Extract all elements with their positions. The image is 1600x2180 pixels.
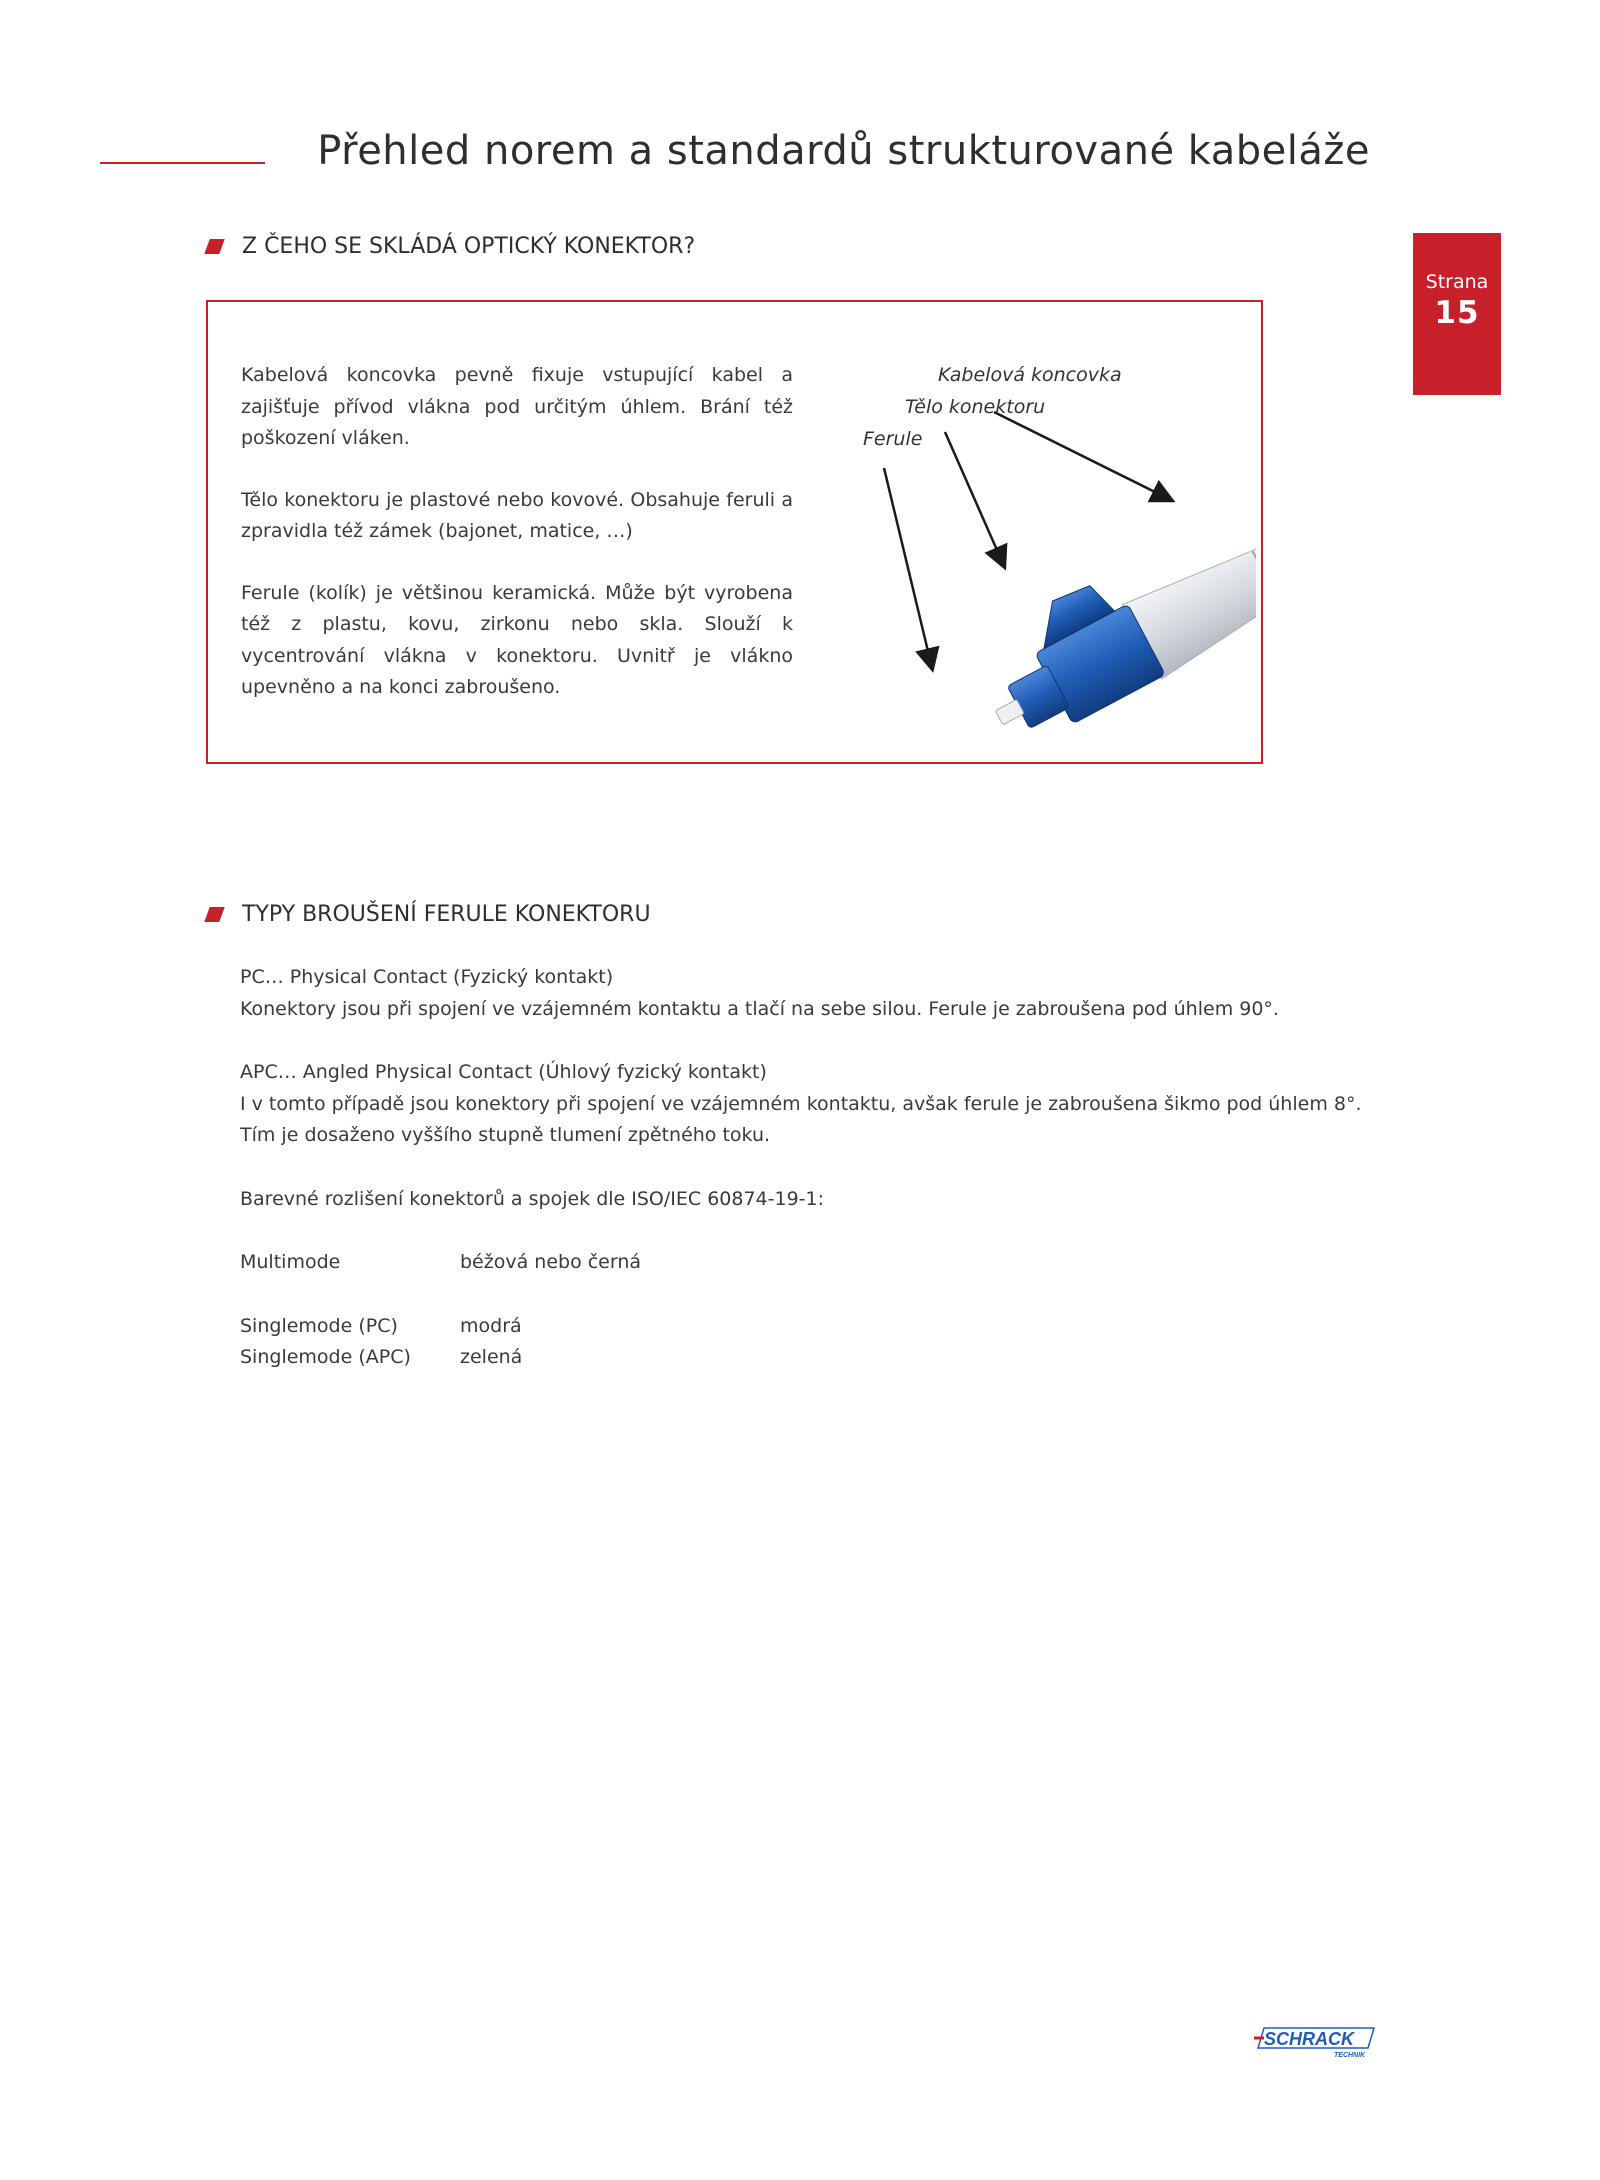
svg-text:SCHRACK: SCHRACK	[1264, 2029, 1354, 2049]
section-bullet-icon	[204, 907, 224, 922]
svg-text:TECHNIK: TECHNIK	[1334, 2052, 1366, 2059]
apc-text-line-2: Tím je dosaženo vyššího stupně tlumení zpětného toku.	[240, 1124, 771, 1147]
section-heading-polish-types	[207, 902, 651, 927]
pc-title: PC… Physical Contact (Fyzický kontakt)	[240, 966, 614, 988]
section-heading-text: Z ČEHO SE SKLÁDÁ OPTICKÝ KONEKTOR?	[242, 234, 696, 259]
callout-arrow-boot	[994, 412, 1171, 500]
mode-cell: Singlemode (APC)	[240, 1346, 411, 1369]
color-coding-intro: Barevné rozlišení konektorů a spojek dle ISO/IEC 60874-19-1:	[240, 1187, 825, 1210]
color-table-row	[240, 1247, 1390, 1279]
connector-drawing	[963, 471, 1256, 752]
section-heading-connector-parts	[207, 234, 695, 259]
paragraph-body: Tělo konektoru je plastové nebo kovové. Obsahuje feruli a zpravidla též zámek (bajonet, matice, …)	[241, 488, 793, 542]
paragraph-boot: Kabelová koncovka pevně fixuje vstupující kabel a zajišťuje přívod vlákna pod určitým úhlem. Brání též poškození vláken.	[241, 364, 793, 449]
page-title: Přehled norem a standardů strukturované kabeláže	[317, 128, 1370, 174]
color-cell: zelená	[460, 1346, 523, 1369]
connector-description	[241, 360, 793, 734]
connector-info-box	[206, 300, 1263, 764]
section-heading-text: TYPY BROUŠENÍ FERULE KONEKTORU	[242, 902, 651, 927]
color-table-row	[240, 1311, 1390, 1343]
schrack-technik-logo	[1250, 2024, 1375, 2060]
header-rule	[100, 162, 265, 164]
page-tab-label: Strana	[1425, 271, 1489, 293]
mode-cell: Multimode	[240, 1251, 341, 1274]
page-number: 15	[1434, 295, 1480, 331]
callout-label-ferrule: Ferule	[863, 428, 923, 450]
callout-label-body: Tělo konektoru	[905, 396, 1046, 418]
connector-figure	[826, 352, 1256, 752]
apc-title: APC… Angled Physical Contact (Úhlový fyzický kontakt)	[240, 1061, 767, 1084]
color-table-row	[240, 1342, 1390, 1374]
polish-types-content	[240, 962, 1390, 1374]
paragraph-ferrule: Ferule (kolík) je většinou keramická. Může být vyrobena též z plastu, kovu, zirkonu nebo skla. Slouží k vycentrování vlákna v konektoru. Uvnitř je vlákno upevněno a na konci zabroušeno.	[241, 581, 793, 698]
apc-text-line-1: I v tomto případě jsou konektory při spojení ve vzájemném kontaktu, avšak ferule je zabroušena šikmo pod úhlem 8°.	[240, 1092, 1362, 1115]
callout-arrow-ferrule	[884, 468, 932, 668]
mode-cell: Singlemode (PC)	[240, 1314, 398, 1337]
section-bullet-icon	[204, 239, 224, 254]
callout-arrow-body	[945, 432, 1004, 566]
color-cell: béžová nebo černá	[460, 1251, 642, 1274]
pc-text: Konektory jsou při spojení ve vzájemném kontaktu a tlačí na sebe silou. Ferule je zabroušena pod úhlem 90°.	[240, 997, 1279, 1020]
page-number-tab	[1413, 233, 1501, 395]
color-cell: modrá	[460, 1314, 522, 1337]
callout-label-boot: Kabelová koncovka	[938, 364, 1122, 386]
